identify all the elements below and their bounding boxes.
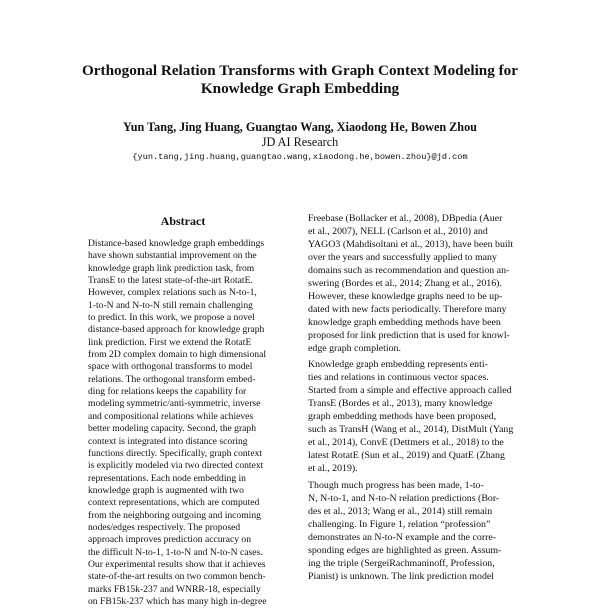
text-line: YAGO3 (Mahdisoltani et al., 2013), have been built <box>308 238 514 250</box>
text-line: graph embedding methods have been proposed, <box>308 411 497 423</box>
text-line: Pianist) is unknown. The link prediction model <box>308 570 495 582</box>
text-line: domains such as recommendation and question an- <box>308 264 510 276</box>
abstract-heading: Abstract <box>160 214 206 228</box>
text-line: et al., 2007), NELL (Carlson et al., 2010) and <box>308 225 488 237</box>
text-line: Started from a simple and effective approach called <box>308 385 512 397</box>
text-line: However, these knowledge graphs need to be up- <box>308 290 503 302</box>
paper-title <box>0 62 600 98</box>
text-line: proposed for link prediction that is used for knowl- <box>308 329 510 341</box>
text-line: et al., 2019). <box>308 463 358 475</box>
text-line: better modeling capacity. Second, the graph <box>88 423 257 435</box>
text-line: demonstrates an N-to-N example and the corre- <box>308 531 497 543</box>
introduction-column <box>308 213 513 584</box>
affiliation: JD AI Research <box>261 135 339 149</box>
text-line: des et al., 2013; Wang et al., 2014) still remain <box>308 505 493 517</box>
text-line: ing the triple (SergeiRachmaninoff, Profession, <box>308 557 495 569</box>
text-line: to predict. In this work, we propose a novel <box>88 312 255 324</box>
text-line: sponding edges are highlighted as green. Assum- <box>308 544 502 556</box>
text-line: such as TransH (Wang et al., 2014), DistMult (Yang <box>308 424 514 436</box>
text-line: distance-based approach for knowledge graph <box>88 324 265 336</box>
text-line: representations. Each node embedding in <box>88 472 246 484</box>
text-line: from the neighboring outgoing and incoming <box>88 509 261 521</box>
text-line: dated with new facts periodically. Therefore many <box>308 303 507 315</box>
text-line: edge graph completion. <box>308 342 401 354</box>
text-line: context is integrated into distance scoring <box>88 435 248 447</box>
text-line: link prediction. First we extend the RotatE <box>88 336 252 348</box>
text-line: the difficult N-to-1, 1-to-N and N-to-N cases. <box>88 546 263 558</box>
text-line: modeling symmetric/anti-symmetric, inverse <box>88 398 261 410</box>
text-line: have shown substantial improvement on the <box>88 250 257 262</box>
author-list: Yun Tang, Jing Huang, Guangtao Wang, Xiaodong He, Bowen Zhou <box>123 120 477 134</box>
title-line: Knowledge Graph Embedding <box>200 80 400 97</box>
text-line: relations. The orthogonal transform embed- <box>88 373 256 385</box>
text-line: ding for relations keeps the capability for <box>88 386 247 398</box>
text-line: ties and relations in continuous vector spaces. <box>308 372 489 384</box>
text-line: approach improves prediction accuracy on <box>88 534 252 546</box>
text-line: from 2D complex domain to high dimensional <box>88 349 266 361</box>
text-line: Distance-based knowledge graph embeddings <box>88 238 265 249</box>
text-line: latest RotatE (Sun et al., 2019) and QuatE (Zhang <box>308 450 505 462</box>
text-line: state-of-the-art results on two common bench- <box>88 571 266 583</box>
text-line: However, complex relations such as N-to-1, <box>88 287 257 299</box>
text-line: knowledge graph is augmented with two <box>88 484 244 496</box>
intro-paragraph-2 <box>308 359 513 476</box>
title-line: Orthogonal Relation Transforms with Graph Context Modeling for <box>81 62 519 79</box>
author-emails: {yun.tang,jing.huang,guangtao.wang,xiaodong.he,bowen.zhou}@jd.com <box>132 152 468 162</box>
text-line: Our experimental results show that it achieves <box>88 558 266 570</box>
text-line: on FB15k-237 which has many high in-degree <box>88 595 267 607</box>
text-line: knowledge graph link prediction task, from <box>88 262 255 274</box>
text-line: knowledge graph embedding methods have been <box>308 316 501 328</box>
text-line: N, N-to-1, and N-to-N relation predictions (Bor- <box>308 493 500 505</box>
text-line: Knowledge graph embedding represents enti- <box>308 359 488 371</box>
text-line: and compositional relations while achieves <box>88 410 254 422</box>
text-line: marks FB15k-237 and WNRR-18, especially <box>88 583 261 595</box>
text-line: Though much progress has been made, 1-to- <box>308 480 484 492</box>
text-line: nodes/edges respectively. The proposed <box>88 521 241 533</box>
intro-paragraph-1 <box>308 213 513 355</box>
text-line: Freebase (Bollacker et al., 2008), DBpedia (Auer <box>308 213 503 224</box>
text-line: over the years and successfully applied to many <box>308 251 497 263</box>
text-line: is explicitly modeled via two directed context <box>88 460 264 472</box>
intro-paragraph-3 <box>308 480 513 584</box>
text-line: context representations, which are computed <box>88 497 260 509</box>
text-line: et al., 2014), ConvE (Dettmers et al., 2018) to the <box>308 437 504 449</box>
text-line: functions directly. Specifically, graph context <box>88 447 263 459</box>
text-line: space with orthogonal transforms to model <box>88 361 253 373</box>
abstract-body <box>88 238 267 608</box>
text-line: 1-to-N and N-to-N still remain challenging <box>88 299 253 311</box>
text-line: swering (Bordes et al., 2014; Zhang et al., 2016). <box>308 277 502 289</box>
text-line: challenging. In Figure 1, relation “profession” <box>308 518 491 530</box>
text-line: TransE to the latest state-of-the-art RotatE. <box>88 275 253 287</box>
text-line: TransE (Bordes et al., 2013), many knowledge <box>308 398 493 410</box>
